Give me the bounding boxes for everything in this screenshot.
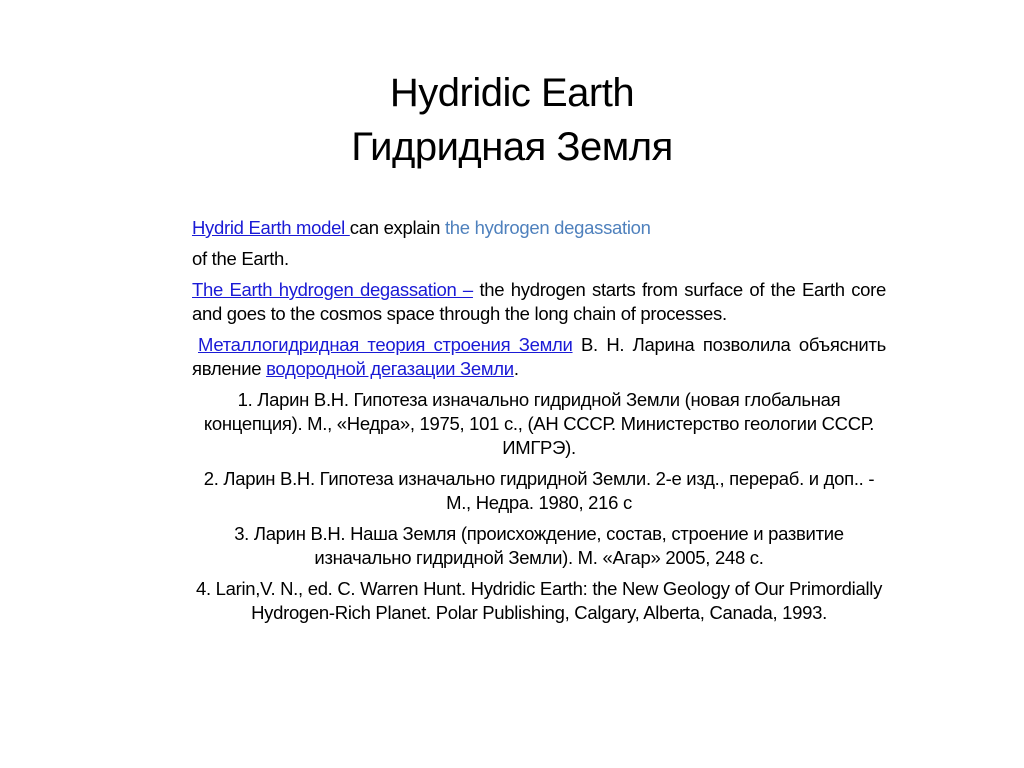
earth-hydrogen-degassation-link[interactable]: The Earth hydrogen degassation – [192,279,473,300]
hydrogen-degassation-highlight: the hydrogen degassation [444,217,651,238]
reference-item: 4. Larin,V. N., ed. C. Warren Hunt. Hydridic Earth: the New Geology of Our Primordially Hydrogen-Rich Planet. Polar Publishing, Calgary, Alberta, Canada, 1993. [195,578,883,623]
paragraph-text: of the Earth. [192,248,289,269]
paragraph-larin-theory [192,333,886,381]
hydrogen-degassation-earth-link[interactable]: водородной дегазации Земли [266,358,514,379]
hydrid-earth-model-link[interactable]: Hydrid Earth model [192,217,350,238]
reference-item: 3. Ларин В.Н. Наша Земля (происхождение, состав, строение и развитие изначально гидридной Земли). М. «Агар» 2005, 248 с. [234,523,844,568]
paragraph-hydrid-model [192,216,886,240]
paragraph-degassation-definition [192,278,886,326]
metal-hydride-theory-link[interactable]: Металлогидридная теория строения Земли [198,334,573,355]
slide-title [0,66,1024,174]
title-english: Hydridic Earth [389,71,635,115]
slide-content [192,216,886,632]
paragraph-text: . [513,358,519,379]
paragraph-text: В. Н. Ларина позволила объяснить явление [192,334,886,379]
reference-item: 1. Ларин В.Н. Гипотеза изначально гидридной Земли (новая глобальная концепция). М., «Недра», 1975, 101 с., (АН СССР. Министерство геологии СССР. ИМГРЭ). [203,389,875,458]
paragraph-text: can explain [349,217,445,238]
paragraph-text: the hydrogen starts from surface of the Earth core and goes to the cosmos space through the long chain of processes. [192,279,886,324]
paragraph-of-the-earth [192,247,886,271]
title-russian: Гидридная Земля [351,125,673,169]
reference-item: 2. Ларин В.Н. Гипотеза изначально гидридной Земли. 2-е изд., перераб. и доп.. - М., Недра. 1980, 216 с [203,468,875,513]
